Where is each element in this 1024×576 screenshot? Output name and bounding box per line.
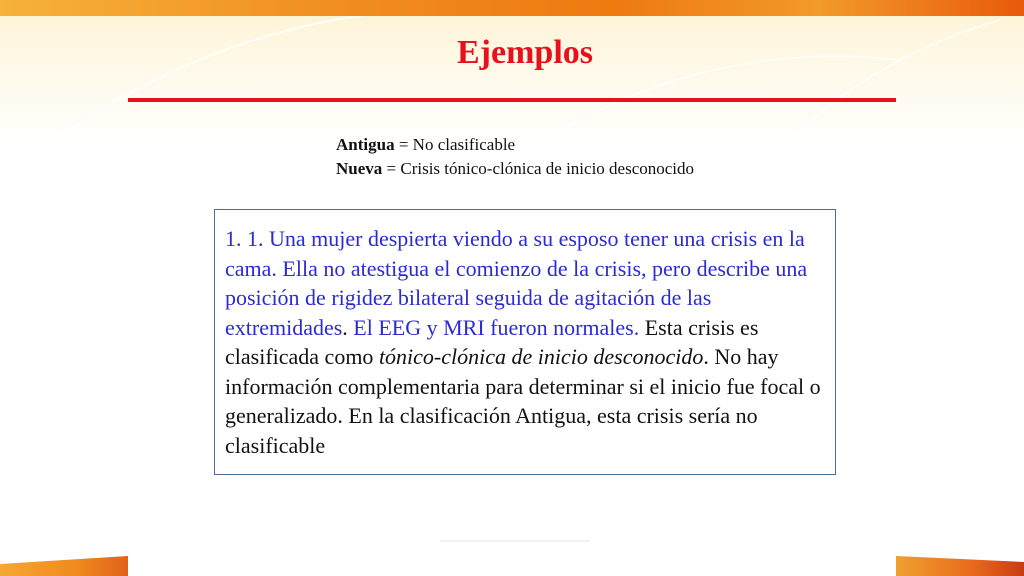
legend-old-value: = No clasificable [394,135,516,154]
example-separator: . [342,314,354,340]
example-classification-intro: Esta crisis es clasificada como [225,314,759,369]
bottom-right-accent [896,556,1024,576]
example-seizure-type: tónico-clónica de inicio desconocido [378,344,704,369]
legend-new-value: = Crisis tónico-clónica de inicio desconocido [382,159,695,178]
legend-new-label: Nueva [336,159,383,178]
classification-legend [336,133,694,181]
legend-old-label: Antigua [336,135,395,154]
example-text-box [214,209,836,475]
legend-old-line [336,133,694,157]
example-eeg-mri-result: El EEG y MRI fueron normales. [353,314,640,340]
slide-title: Ejemplos [457,34,593,71]
title-underline [128,98,896,102]
top-orange-band [0,0,1024,16]
legend-new-line [336,157,694,181]
bottom-left-accent [0,556,128,576]
example-case-description: 1. 1. Una mujer despierta viendo a su esposo tener una crisis en la cama. Ella no atestigua el comienzo de la crisis, pero describe una posición de rigidez bilateral seguida de agitación de las extremidades [225,226,808,340]
example-conclusion: . No hay información complementaria para determinar si el inicio fue focal o generalizado. En la clasificación Antigua, esta crisis sería no clasificable [225,344,821,458]
bottom-divider [440,540,590,542]
